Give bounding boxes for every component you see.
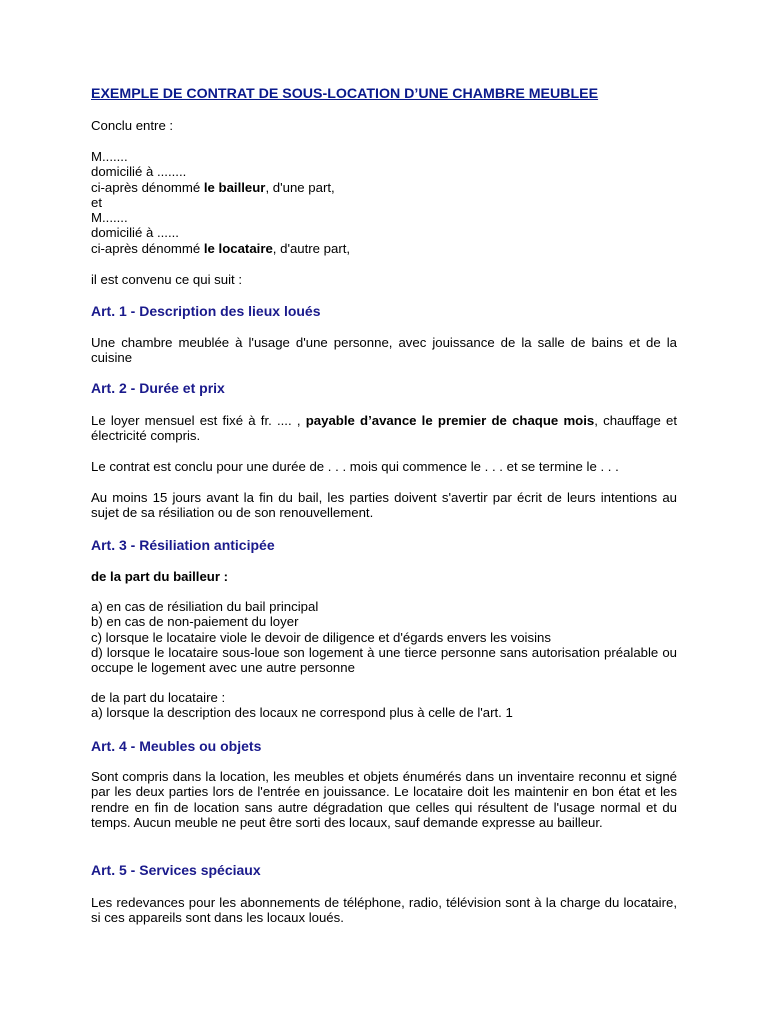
party1-role: ci-après dénommé le bailleur, d'une part, — [91, 179, 335, 195]
document-title: EXEMPLE DE CONTRAT DE SOUS-LOCATION D’UNE CHAMBRE MEUBLEE — [91, 86, 599, 102]
party1-name: M....... — [91, 149, 128, 164]
art2-heading: Art. 2 - Durée et prix — [91, 380, 225, 396]
list-item: a) lorsque la description des locaux ne correspond plus à celle de l'art. 1 — [91, 705, 513, 721]
art3-heading: Art. 3 - Résiliation anticipée — [91, 537, 275, 553]
art1-text: Une chambre meublée à l'usage d'une personne, avec jouissance de la salle de bains et de la cuisine — [91, 335, 677, 366]
art2-duration-text: Le contrat est conclu pour une durée de . . . mois qui commence le . . . et se termine le . . . — [91, 459, 619, 474]
art3-tenant-block — [91, 690, 677, 721]
list-item: c) lorsque le locataire viole le devoir de diligence et d'égards envers les voisins — [91, 629, 551, 645]
art4-heading: Art. 4 - Meubles ou objets — [91, 738, 262, 754]
art2-rent-text: Le loyer mensuel est fixé à fr. .... , payable d’avance le premier de chaque mois, chauffage et électricité compris. — [91, 413, 677, 444]
art3-tenant-title: de la part du locataire : — [91, 690, 226, 705]
party2-address: domicilié à ...... — [91, 225, 179, 241]
parties-block — [91, 149, 677, 256]
party2-name: M....... — [91, 210, 128, 226]
party1-address: domicilié à ........ — [91, 164, 187, 180]
art5-heading: Art. 5 - Services spéciaux — [91, 862, 261, 878]
list-item: b) en cas de non-paiement du loyer — [91, 614, 299, 630]
list-item: a) en cas de résiliation du bail principal — [91, 599, 319, 614]
agreement-text: il est convenu ce qui suit : — [91, 272, 243, 287]
party2-role: ci-après dénommé le locataire, d'autre part, — [91, 240, 351, 256]
parties-and: et — [91, 194, 102, 210]
art5-text: Les redevances pour les abonnements de téléphone, radio, télévision sont à la charge du locataire, si ces appareils sont dans les locaux loués. — [91, 895, 677, 926]
list-item: d) lorsque le locataire sous-loue son logement à une tierce personne sans autorisation préalable ou occupe le logement avec une autre personne — [91, 644, 677, 676]
intro-text: Conclu entre : — [91, 118, 174, 133]
art3-landlord-title: de la part du bailleur : — [91, 569, 229, 584]
art1-heading: Art. 1 - Description des lieux loués — [91, 303, 321, 319]
art2-notice-text: Au moins 15 jours avant la fin du bail, les parties doivent s'avertir par écrit de leurs intentions au sujet de sa résiliation ou de son renouvellement. — [91, 490, 677, 521]
art4-text: Sont compris dans la location, les meubles et objets énumérés dans un inventaire reconnu et signé par les deux parties lors de l'entrée en jouissance. Le locataire doit les maintenir en bon état et les rendre en fin de location sans autre dégradation que celles qui résultent de l'usage normal et du temps. Aucun meuble ne peut être sorti des locaux, sauf demande expresse au bailleur. — [91, 769, 677, 830]
art3-landlord-list — [91, 599, 677, 675]
